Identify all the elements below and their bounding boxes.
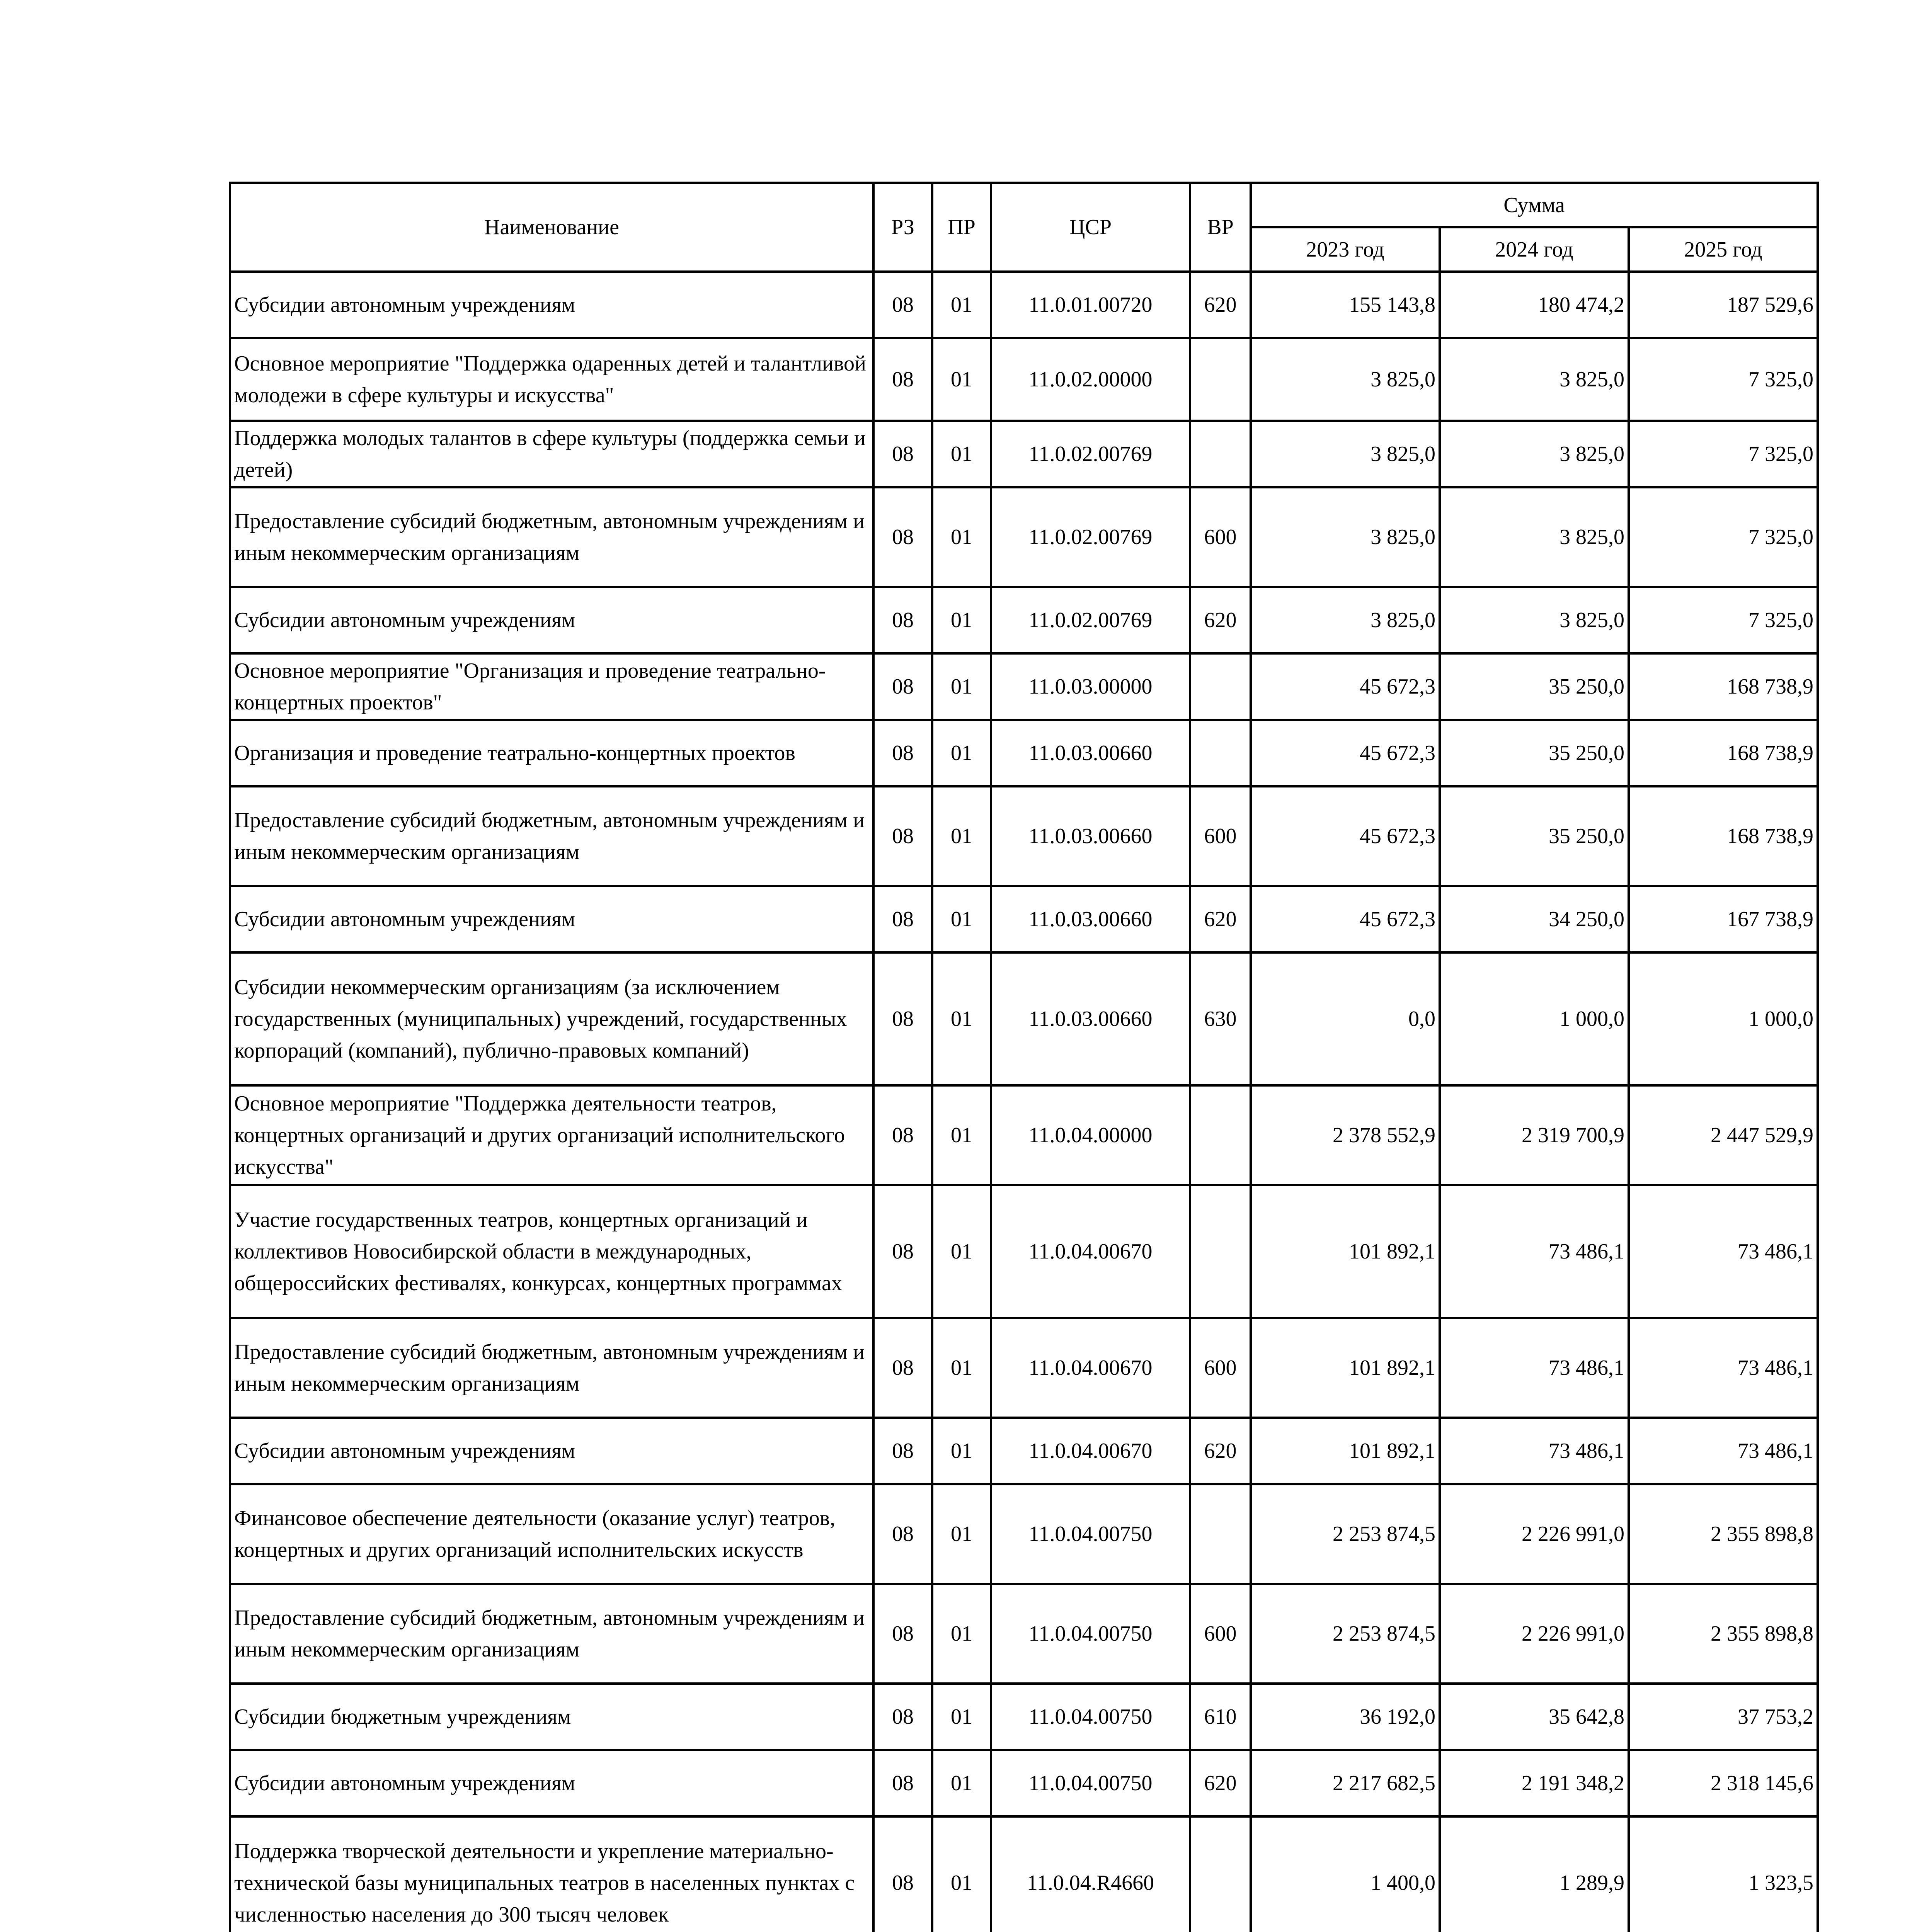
- row-amount-2025: 7 325,0: [1629, 587, 1818, 653]
- row-amount-2024: 34 250,0: [1440, 886, 1629, 952]
- budget-table: [229, 182, 1819, 1932]
- row-pr: 01: [932, 487, 991, 587]
- row-amount-2024: 35 642,8: [1440, 1684, 1629, 1750]
- row-amount-2025: 187 529,6: [1629, 272, 1818, 338]
- row-name: Предоставление субсидий бюджетным, автономным учреждениям и иным некоммерческим организациям: [230, 786, 873, 886]
- row-amount-2023: 36 192,0: [1251, 1684, 1440, 1750]
- row-amount-2023: 3 825,0: [1251, 487, 1440, 587]
- row-pr: 01: [932, 1185, 991, 1318]
- row-amount-2023: 101 892,1: [1251, 1318, 1440, 1418]
- row-amount-2023: 3 825,0: [1251, 421, 1440, 487]
- row-name: Субсидии бюджетным учреждениям: [230, 1684, 873, 1750]
- table-row: [230, 1484, 1818, 1584]
- row-csr: 11.0.03.00660: [991, 786, 1190, 886]
- row-amount-2025: 73 486,1: [1629, 1185, 1818, 1318]
- row-csr: 11.0.01.00720: [991, 272, 1190, 338]
- row-pr: 01: [932, 952, 991, 1085]
- row-amount-2024: 3 825,0: [1440, 421, 1629, 487]
- row-pr: 01: [932, 272, 991, 338]
- row-rz: 08: [873, 338, 932, 421]
- row-vr: 600: [1190, 786, 1251, 886]
- row-csr: 11.0.03.00660: [991, 720, 1190, 786]
- row-name: Поддержка творческой деятельности и укрепление материально-технической базы муниципальных театров в населенных пунктах с численностью населения до 300 тысяч человек: [230, 1816, 873, 1932]
- row-rz: 08: [873, 1185, 932, 1318]
- table-row: [230, 1418, 1818, 1484]
- row-vr: [1190, 1085, 1251, 1185]
- header-year-2025: 2025 год: [1629, 227, 1818, 272]
- row-csr: 11.0.03.00660: [991, 952, 1190, 1085]
- row-vr: [1190, 1484, 1251, 1584]
- row-pr: 01: [932, 1684, 991, 1750]
- row-rz: 08: [873, 1684, 932, 1750]
- header-pr: ПР: [932, 183, 991, 272]
- row-rz: 08: [873, 952, 932, 1085]
- row-amount-2023: 45 672,3: [1251, 720, 1440, 786]
- row-amount-2024: 3 825,0: [1440, 587, 1629, 653]
- row-amount-2023: 45 672,3: [1251, 786, 1440, 886]
- header-sum: Сумма: [1251, 183, 1818, 227]
- row-amount-2023: 3 825,0: [1251, 587, 1440, 653]
- table-row: [230, 886, 1818, 952]
- budget-sheet: [229, 182, 1817, 1932]
- row-vr: 620: [1190, 1750, 1251, 1816]
- row-amount-2024: 73 486,1: [1440, 1185, 1629, 1318]
- row-amount-2024: 1 289,9: [1440, 1816, 1629, 1932]
- row-csr: 11.0.04.00670: [991, 1185, 1190, 1318]
- row-amount-2025: 7 325,0: [1629, 338, 1818, 421]
- row-amount-2024: 1 000,0: [1440, 952, 1629, 1085]
- table-header: [230, 183, 1818, 272]
- row-amount-2025: 7 325,0: [1629, 421, 1818, 487]
- row-rz: 08: [873, 653, 932, 720]
- row-csr: 11.0.03.00660: [991, 886, 1190, 952]
- row-csr: 11.0.02.00769: [991, 487, 1190, 587]
- row-pr: 01: [932, 1750, 991, 1816]
- row-vr: [1190, 338, 1251, 421]
- row-name: Поддержка молодых талантов в сфере культуры (поддержка семьи и детей): [230, 421, 873, 487]
- row-amount-2025: 73 486,1: [1629, 1318, 1818, 1418]
- row-pr: 01: [932, 1584, 991, 1684]
- row-vr: [1190, 421, 1251, 487]
- row-name: Субсидии автономным учреждениям: [230, 272, 873, 338]
- table-row: [230, 653, 1818, 720]
- row-rz: 08: [873, 1750, 932, 1816]
- row-pr: 01: [932, 886, 991, 952]
- table-row: [230, 1750, 1818, 1816]
- row-rz: 08: [873, 886, 932, 952]
- row-amount-2023: 101 892,1: [1251, 1418, 1440, 1484]
- row-pr: 01: [932, 786, 991, 886]
- row-pr: 01: [932, 1816, 991, 1932]
- row-pr: 01: [932, 653, 991, 720]
- row-amount-2024: 2 226 991,0: [1440, 1584, 1629, 1684]
- row-vr: 600: [1190, 1318, 1251, 1418]
- row-amount-2025: 168 738,9: [1629, 720, 1818, 786]
- row-pr: 01: [932, 1318, 991, 1418]
- row-amount-2024: 3 825,0: [1440, 338, 1629, 421]
- row-name: Организация и проведение театрально-концертных проектов: [230, 720, 873, 786]
- row-name: Основное мероприятие "Организация и проведение театрально-концертных проектов": [230, 653, 873, 720]
- row-rz: 08: [873, 1484, 932, 1584]
- row-amount-2025: 1 000,0: [1629, 952, 1818, 1085]
- row-rz: 08: [873, 1085, 932, 1185]
- row-csr: 11.0.04.00750: [991, 1584, 1190, 1684]
- row-amount-2023: 45 672,3: [1251, 886, 1440, 952]
- row-amount-2025: 2 355 898,8: [1629, 1484, 1818, 1584]
- row-amount-2023: 45 672,3: [1251, 653, 1440, 720]
- row-csr: 11.0.04.00750: [991, 1750, 1190, 1816]
- table-row: [230, 1085, 1818, 1185]
- row-amount-2025: 1 323,5: [1629, 1816, 1818, 1932]
- row-vr: 600: [1190, 1584, 1251, 1684]
- row-name: Основное мероприятие "Поддержка деятельности театров, концертных организаций и других организаций исполнительского искусства": [230, 1085, 873, 1185]
- row-vr: 610: [1190, 1684, 1251, 1750]
- row-rz: 08: [873, 786, 932, 886]
- row-name: Финансовое обеспечение деятельности (оказание услуг) театров, концертных и других организаций исполнительских искусств: [230, 1484, 873, 1584]
- row-amount-2023: 2 253 874,5: [1251, 1584, 1440, 1684]
- row-csr: 11.0.02.00769: [991, 421, 1190, 487]
- row-rz: 08: [873, 1318, 932, 1418]
- row-pr: 01: [932, 720, 991, 786]
- row-vr: [1190, 1816, 1251, 1932]
- row-amount-2025: 37 753,2: [1629, 1684, 1818, 1750]
- row-vr: [1190, 1185, 1251, 1318]
- row-amount-2024: 180 474,2: [1440, 272, 1629, 338]
- row-amount-2023: 2 253 874,5: [1251, 1484, 1440, 1584]
- row-rz: 08: [873, 421, 932, 487]
- row-amount-2024: 35 250,0: [1440, 720, 1629, 786]
- row-rz: 08: [873, 720, 932, 786]
- table-row: [230, 1816, 1818, 1932]
- row-pr: 01: [932, 421, 991, 487]
- row-pr: 01: [932, 587, 991, 653]
- row-amount-2024: 73 486,1: [1440, 1418, 1629, 1484]
- row-name: Предоставление субсидий бюджетным, автономным учреждениям и иным некоммерческим организациям: [230, 1318, 873, 1418]
- row-amount-2025: 167 738,9: [1629, 886, 1818, 952]
- table-row: [230, 272, 1818, 338]
- header-vr: ВР: [1190, 183, 1251, 272]
- row-rz: 08: [873, 587, 932, 653]
- row-rz: 08: [873, 1584, 932, 1684]
- table-row: [230, 952, 1818, 1085]
- row-name: Предоставление субсидий бюджетным, автономным учреждениям и иным некоммерческим организациям: [230, 487, 873, 587]
- row-vr: 620: [1190, 272, 1251, 338]
- table-row: [230, 720, 1818, 786]
- table-row: [230, 421, 1818, 487]
- row-vr: [1190, 653, 1251, 720]
- row-rz: 08: [873, 487, 932, 587]
- table-row: [230, 1185, 1818, 1318]
- table-row: [230, 1584, 1818, 1684]
- row-vr: [1190, 720, 1251, 786]
- row-amount-2023: 0,0: [1251, 952, 1440, 1085]
- row-csr: 11.0.04.00750: [991, 1684, 1190, 1750]
- row-name: Субсидии автономным учреждениям: [230, 1418, 873, 1484]
- row-vr: 600: [1190, 487, 1251, 587]
- row-amount-2023: 1 400,0: [1251, 1816, 1440, 1932]
- row-amount-2023: 155 143,8: [1251, 272, 1440, 338]
- row-pr: 01: [932, 1085, 991, 1185]
- row-name: Участие государственных театров, концертных организаций и коллективов Новосибирской области в международных, общероссийских фестивалях, конкурсах, концертных программах: [230, 1185, 873, 1318]
- row-pr: 01: [932, 1484, 991, 1584]
- row-amount-2023: 2 217 682,5: [1251, 1750, 1440, 1816]
- row-name: Основное мероприятие "Поддержка одаренных детей и талантливой молодежи в сфере культуры и искусства": [230, 338, 873, 421]
- row-name: Субсидии автономным учреждениям: [230, 886, 873, 952]
- row-csr: 11.0.04.00670: [991, 1318, 1190, 1418]
- row-amount-2024: 35 250,0: [1440, 653, 1629, 720]
- row-vr: 620: [1190, 1418, 1251, 1484]
- row-amount-2024: 3 825,0: [1440, 487, 1629, 587]
- row-rz: 08: [873, 272, 932, 338]
- row-csr: 11.0.02.00769: [991, 587, 1190, 653]
- row-rz: 08: [873, 1816, 932, 1932]
- row-pr: 01: [932, 1418, 991, 1484]
- row-csr: 11.0.04.00670: [991, 1418, 1190, 1484]
- table-row: [230, 1684, 1818, 1750]
- row-csr: 11.0.04.00000: [991, 1085, 1190, 1185]
- table-row: [230, 786, 1818, 886]
- row-amount-2025: 2 355 898,8: [1629, 1584, 1818, 1684]
- row-amount-2024: 2 191 348,2: [1440, 1750, 1629, 1816]
- row-amount-2023: 3 825,0: [1251, 338, 1440, 421]
- table-row: [230, 487, 1818, 587]
- row-amount-2025: 2 318 145,6: [1629, 1750, 1818, 1816]
- table-row: [230, 338, 1818, 421]
- row-vr: 620: [1190, 886, 1251, 952]
- header-rz: РЗ: [873, 183, 932, 272]
- row-vr: 630: [1190, 952, 1251, 1085]
- row-amount-2025: 7 325,0: [1629, 487, 1818, 587]
- row-amount-2025: 73 486,1: [1629, 1418, 1818, 1484]
- row-name: Субсидии автономным учреждениям: [230, 587, 873, 653]
- row-amount-2025: 2 447 529,9: [1629, 1085, 1818, 1185]
- row-amount-2023: 101 892,1: [1251, 1185, 1440, 1318]
- row-amount-2023: 2 378 552,9: [1251, 1085, 1440, 1185]
- row-csr: 11.0.04.R4660: [991, 1816, 1190, 1932]
- row-amount-2024: 73 486,1: [1440, 1318, 1629, 1418]
- row-csr: 11.0.02.00000: [991, 338, 1190, 421]
- row-pr: 01: [932, 338, 991, 421]
- row-amount-2024: 2 319 700,9: [1440, 1085, 1629, 1185]
- table-row: [230, 587, 1818, 653]
- row-name: Предоставление субсидий бюджетным, автономным учреждениям и иным некоммерческим организациям: [230, 1584, 873, 1684]
- row-csr: 11.0.03.00000: [991, 653, 1190, 720]
- header-csr: ЦСР: [991, 183, 1190, 272]
- row-amount-2024: 35 250,0: [1440, 786, 1629, 886]
- row-amount-2025: 168 738,9: [1629, 653, 1818, 720]
- row-vr: 620: [1190, 587, 1251, 653]
- row-amount-2024: 2 226 991,0: [1440, 1484, 1629, 1584]
- table-row: [230, 1318, 1818, 1418]
- header-name: Наименование: [230, 183, 873, 272]
- row-amount-2025: 168 738,9: [1629, 786, 1818, 886]
- table-body: [230, 272, 1818, 1932]
- row-name: Субсидии автономным учреждениям: [230, 1750, 873, 1816]
- row-name: Субсидии некоммерческим организациям (за исключением государственных (муниципальных) учреждений, государственных корпораций (компаний), публично-правовых компаний): [230, 952, 873, 1085]
- header-year-2024: 2024 год: [1440, 227, 1629, 272]
- row-rz: 08: [873, 1418, 932, 1484]
- row-csr: 11.0.04.00750: [991, 1484, 1190, 1584]
- header-year-2023: 2023 год: [1251, 227, 1440, 272]
